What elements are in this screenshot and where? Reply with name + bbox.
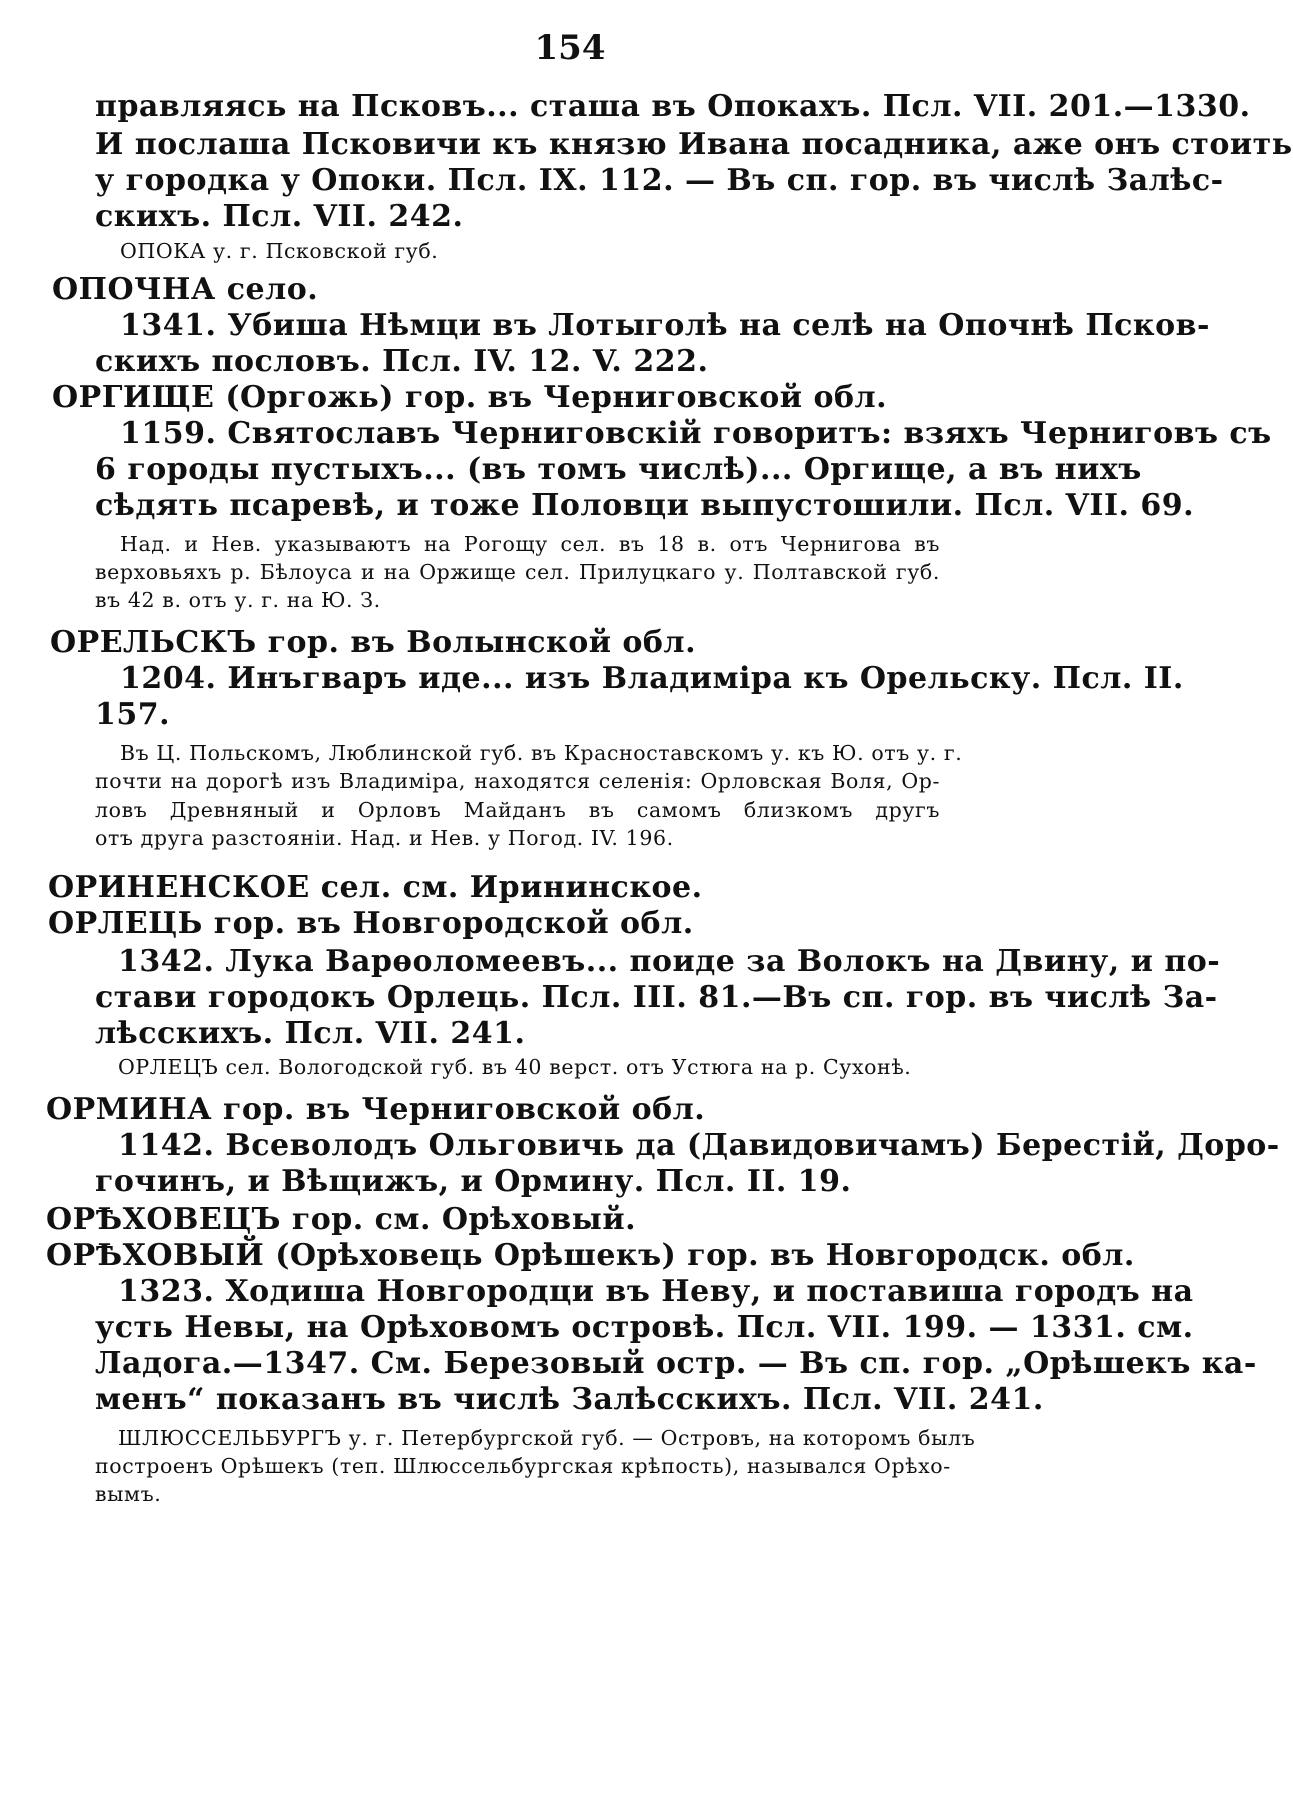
note-line: ОРЛЕЦЪ сел. Вологодской губ. въ 40 верст. отъ Устюга на р. Сухонѣ.: [118, 1055, 912, 1079]
text-line: 1341. Убиша Нѣмци въ Лотыголѣ на селѣ на Опочнѣ Псков-: [120, 308, 1210, 343]
text-line: Ладога.—1347. См. Березовый остр. — Въ сп. гор. „Орѣшекъ ка-: [95, 1346, 1257, 1381]
headword: ОРГИЩЕ (Оргожь) гор. въ Черниговской обл.: [52, 380, 888, 415]
note-line: ОПОКА у. г. Псковской губ.: [120, 239, 439, 263]
note-line: верховьяхъ р. Бѣлоуса и на Оржище сел. Прилуцкаго у. Полтавской губ.: [95, 560, 940, 584]
note-line: почти на дорогѣ изъ Владиміра, находятся селенія: Орловская Воля, Ор-: [95, 769, 940, 793]
note-line: въ 42 в. отъ у. г. на Ю. З.: [95, 588, 381, 612]
page-number: 154: [534, 28, 606, 68]
text-line: усть Невы, на Орѣховомъ островѣ. Псл. VII. 199. — 1331. см.: [95, 1310, 1194, 1345]
text-line: скихъ пословъ. Псл. IV. 12. V. 222.: [95, 344, 709, 379]
headword: ОРЛЕЦЬ гор. въ Новгородской обл.: [48, 906, 694, 941]
headword: ОРѢХОВЫЙ (Орѣховець Орѣшекъ) гор. въ Новгородск. обл.: [46, 1238, 1135, 1273]
headword: ОРМИНА гор. въ Черниговской обл.: [46, 1092, 706, 1127]
note-line: отъ друга разстояніи. Над. и Нев. у Погод. IV. 196.: [95, 826, 674, 850]
text-line: 1159. Святославъ Черниговскій говоритъ: взяхъ Черниговъ съ: [120, 416, 1272, 451]
note-line: Над. и Нев. указываютъ на Рогощу сел. въ 18 в. отъ Чернигова въ: [120, 532, 940, 556]
note-line: ШЛЮССЕЛЬБУРГЪ у. г. Петербургской губ. — Островъ, на которомъ былъ: [118, 1426, 976, 1450]
text-line: гочинъ, и Вѣщижъ, и Ормину. Псл. II. 19.: [95, 1164, 852, 1199]
text-line: 1204. Инъгваръ иде... изъ Владиміра къ Орельску. Псл. II.: [120, 661, 1184, 696]
text-line: 1323. Ходиша Новгородци въ Неву, и поставиша городъ на: [118, 1274, 1194, 1309]
text-line: менъ“ показанъ въ числѣ Залѣсскихъ. Псл. VII. 241.: [95, 1382, 1044, 1417]
note-line: Въ Ц. Польскомъ, Люблинской губ. въ Красноставскомъ у. къ Ю. отъ у. г.: [120, 741, 963, 765]
text-line: сѣдять псаревѣ, и тоже Половци выпустошили. Псл. VII. 69.: [95, 488, 1195, 523]
text-line: стави городокъ Орлець. Псл. III. 81.—Въ сп. гор. въ числѣ За-: [95, 980, 1218, 1015]
headword: ОРИНЕНСКОЕ сел. см. Ирининское.: [48, 870, 703, 905]
text-line: 6 городы пустыхъ... (въ томъ числѣ)... Оргище, а въ нихъ: [95, 452, 1142, 487]
text-line: 1342. Лука Варѳоломеевъ... поиде за Волокъ на Двину, и по-: [118, 944, 1221, 979]
note-line: построенъ Орѣшекъ (теп. Шлюссельбургская крѣпость), назывался Орѣхо-: [95, 1454, 951, 1478]
text-line: 1142. Всеволодъ Ольговичь да (Давидовичамъ) Берестій, Доро-: [118, 1128, 1280, 1163]
text-line: правляясь на Псковъ... сташа въ Опокахъ. Псл. VII. 201.—1330.: [95, 89, 1251, 124]
headword: ОРѢХОВЕЦЪ гор. см. Орѣховый.: [46, 1202, 637, 1237]
note-line: вымъ.: [95, 1482, 162, 1506]
headword: ОРЕЛЬСКЪ гор. въ Волынской обл.: [50, 625, 697, 660]
headword: ОПОЧНА село.: [52, 272, 319, 307]
text-line: И послаша Псковичи къ князю Ивана посадника, аже онъ стоить: [95, 127, 1293, 162]
text-line: скихъ. Псл. VII. 242.: [95, 199, 464, 234]
text-line: 157.: [95, 697, 171, 732]
note-line: ловъ Древняный и Орловъ Майданъ въ самомъ близкомъ другъ: [95, 798, 940, 822]
text-line: у городка у Опоки. Псл. IX. 112. — Въ сп. гор. въ числѣ Залѣс-: [95, 163, 1224, 198]
text-line: лѣсскихъ. Псл. VII. 241.: [95, 1016, 526, 1051]
